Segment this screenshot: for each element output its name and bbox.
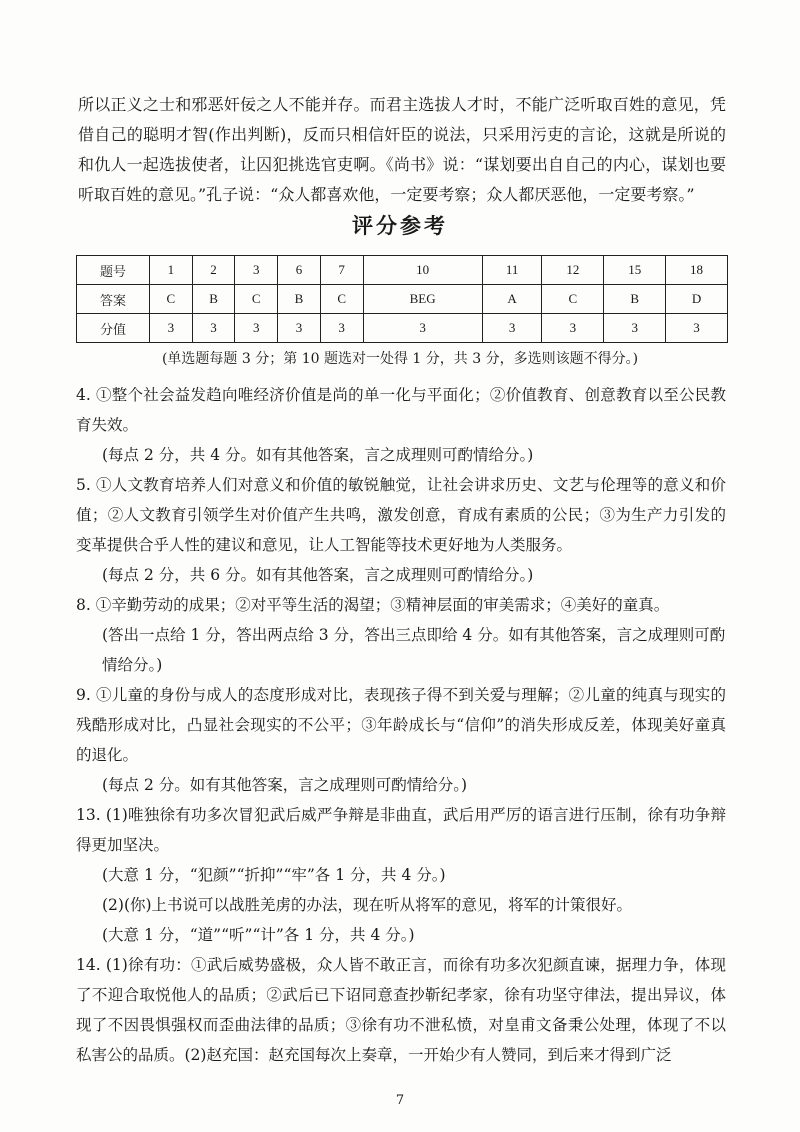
section-title: 评分参考 [352,213,448,238]
table-cell: 3 [235,314,278,343]
table-cell: BEG [363,285,482,314]
table-cell: 15 [604,256,666,285]
scoring-note: (每点 2 分，共 6 分。如有其他答案，言之成理则可酌情给分。) [102,566,534,584]
table-cell: C [150,285,193,314]
table-cell: C [235,285,278,314]
table-cell: 12 [542,256,604,285]
answer-text: 8. ①辛勤劳动的成果；②对平等生活的渴望；③精神层面的审美需求；④美好的童真。 [76,596,670,614]
table-cell: B [604,285,666,314]
table-cell: 6 [278,256,321,285]
answer-item-5 [76,470,726,590]
page-number: 7 [395,1093,405,1108]
answer-item-8 [76,590,726,680]
answer-text: 13. (1)唯独徐有功多次冒犯武后威严争辩是非曲直，武后用严厉的语言进行压制，徐有功争辩得更加坚决。 [76,806,726,854]
table-cell: 3 [482,314,542,343]
table-cell: 3 [320,314,363,343]
scoring-note: (大意 1 分，“道”“听”“计”各 1 分，共 4 分。) [102,926,415,944]
answer-text: 4. ①整个社会益发趋向唯经济价值是尚的单一化与平面化；②价值教育、创意教育以至公民教育失效。 [76,386,726,434]
table-note: (单选题每题 3 分；第 10 题选对一处得 1 分，共 3 分，多选则该题不得分。) [161,351,639,367]
table-cell: 3 [192,314,235,343]
row-header: 分值 [77,314,150,343]
scoring-note: (每点 2 分。如有其他答案，言之成理则可酌情给分。) [102,776,468,794]
table-cell: 11 [482,256,542,285]
table-cell: 3 [363,314,482,343]
scoring-note: (大意 1 分，“犯颜”“折抑”“牢”各 1 分，共 4 分。) [102,866,446,884]
answer-row [77,285,728,314]
scoring-note: (每点 2 分，共 4 分。如有其他答案，言之成理则可酌情给分。) [102,446,534,464]
answer-text: 14. (1)徐有功：①武后威势盛极，众人皆不敢正言，而徐有功多次犯颜直谏，据理力争，体现了不迎合取悦他人的品质；②武后已下诏同意查抄靳纪孝家，徐有功坚守律法，提出异议，体现了不因畏惧强权而歪曲法律的品质；③徐有功不泄私愤，对皇甫文备秉公处理，体现了不以私害公的品质。(2)赵充国：赵充国每次上奏章，一开始少有人赞同，到后来才得到广泛 [76,956,726,1064]
table-cell: C [542,285,604,314]
table-cell: 3 [666,314,728,343]
table-cell: 1 [150,256,193,285]
answer-item-13 [76,800,726,950]
answer-item-4 [76,380,726,470]
answer-item-14 [76,950,726,1070]
answer-text: 5. ①人文教育培养人们对意义和价值的敏锐触觉，让社会讲求历史、文艺与伦理等的意义和价值；②人文教育引领学生对价值产生共鸣，激发创意，育成有素质的公民；③为生产力引发的变革提供合乎人性的建议和意见，让人工智能等技术更好地为人类服务。 [76,476,726,554]
row-header: 答案 [77,285,150,314]
table-cell: B [192,285,235,314]
table-cell: 18 [666,256,728,285]
table-cell: 2 [192,256,235,285]
row-header: 题号 [77,256,150,285]
score-table [76,255,728,343]
table-cell: 7 [320,256,363,285]
table-cell: A [482,285,542,314]
table-cell: 3 [150,314,193,343]
points-row [77,314,728,343]
table-cell: 3 [235,256,278,285]
answer-item-9 [76,680,726,800]
translation-paragraph: 所以正义之士和邪恶奸佞之人不能并存。而君主选拔人才时，不能广泛听取百姓的意见，凭借自己的聪明才智(作出判断)，反而只相信奸臣的说法，只采用污吏的言论，这就是所说的和仇人一起选拔使者，让囚犯挑选官吏啊。《尚书》说：“谋划要出自自己的内心，谋划也要听取百姓的意见。”孔子说：“众人都喜欢他，一定要考察；众人都厌恶他，一定要考察。” [78,95,726,204]
scoring-note: (答出一点给 1 分，答出两点给 3 分，答出三点即给 4 分。如有其他答案，言之成理则可酌情给分。) [102,626,726,674]
answer-list [76,380,726,1070]
table-cell: 3 [604,314,666,343]
answer-text: 9. ①儿童的身份与成人的态度形成对比，表现孩子得不到关爱与理解；②儿童的纯真与现实的残酷形成对比，凸显社会现实的不公平；③年龄成长与“信仰”的消失形成反差，体现美好童真的退化。 [76,686,726,764]
table-cell: C [320,285,363,314]
table-cell: 3 [542,314,604,343]
table-cell: D [666,285,728,314]
table-cell: B [278,285,321,314]
question-number-row [77,256,728,285]
table-cell: 3 [278,314,321,343]
answer-text: (2)(你)上书说可以战胜羌虏的办法，现在听从将军的意见，将军的计策很好。 [102,896,633,914]
table-cell: 10 [363,256,482,285]
